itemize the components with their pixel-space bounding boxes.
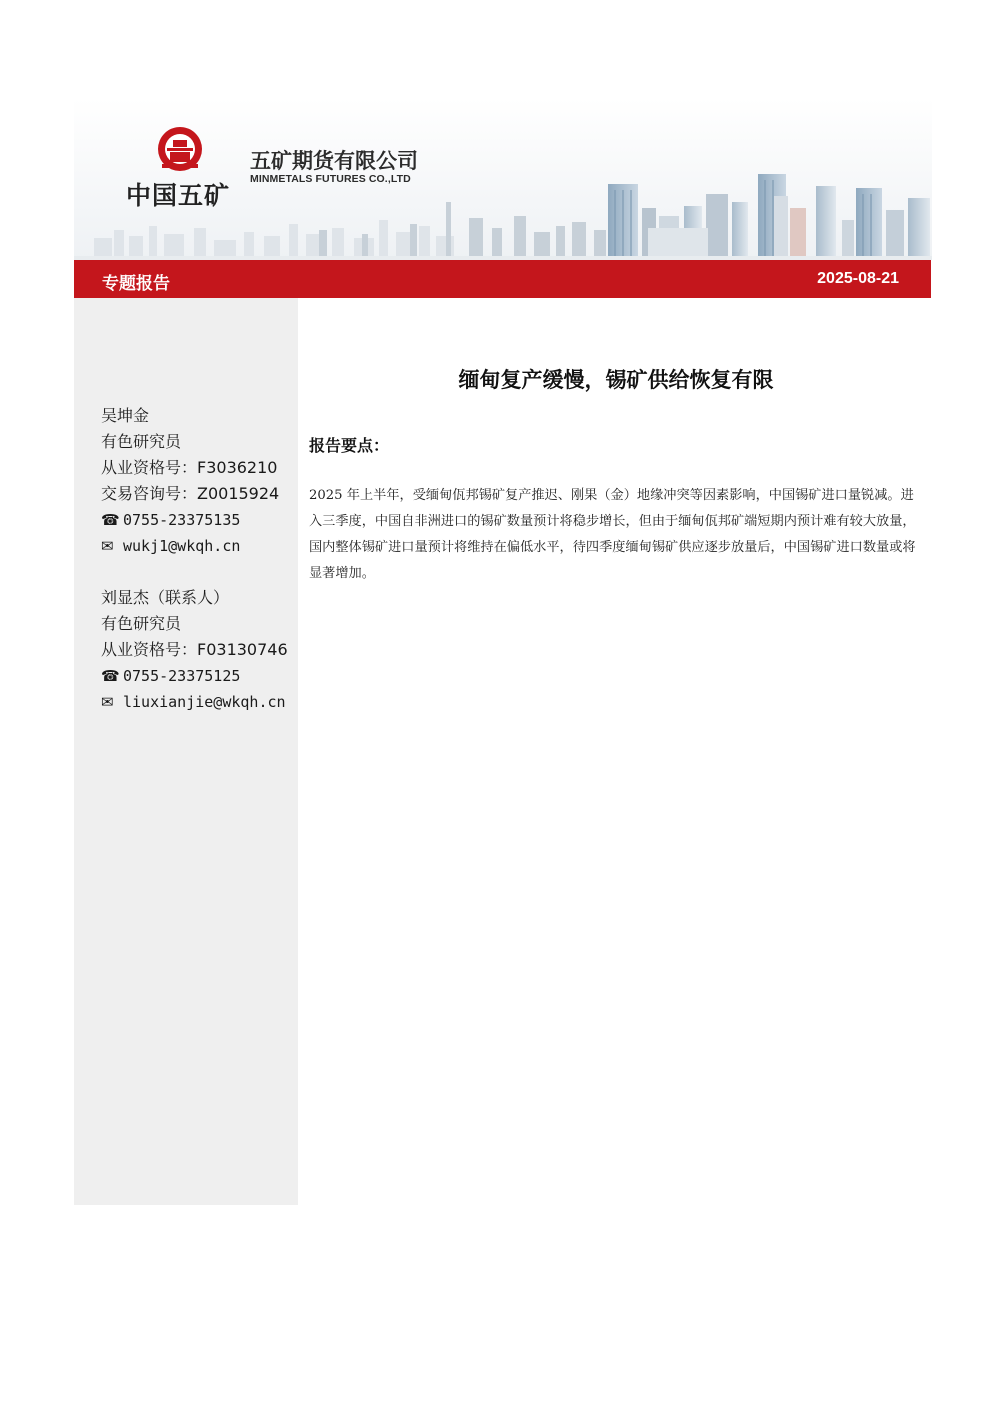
author-advisory-number: 交易咨询号：Z0015924 (101, 484, 280, 503)
report-date: 2025-08-21 (817, 270, 899, 287)
author-qualification: 从业资格号：F3036210 (101, 458, 278, 477)
author-card (101, 403, 279, 559)
author-email-row (101, 533, 279, 559)
author-phone: 0755-23375135 (123, 511, 241, 529)
report-header (74, 98, 932, 260)
author-sidebar (74, 298, 298, 1205)
company-logo-emblem (156, 126, 204, 172)
author-name: 刘显杰（联系人） (101, 588, 230, 607)
author-card (101, 585, 288, 715)
summary-paragraph: 2025 年上半年，受缅甸佤邦锡矿复产推迟、刚果（金）地缘冲突等因素影响，中国锡矿进口量锐减。进入三季度，中国自非洲进口的锡矿数量预计将稳步增长，但由于缅甸佤邦矿端短期内预计难有较大放量，国内整体锡矿进口量预计将维持在偏低水平，待四季度缅甸锡矿供应逐步放量后，中国锡矿进口数量或将显著增加。 (309, 488, 916, 581)
summary-heading: 报告要点： (309, 436, 390, 455)
company-name-cn: 五矿期货有限公司 (250, 149, 418, 173)
author-name: 吴坤金 (101, 406, 150, 425)
phone-icon: ☎ (101, 511, 120, 529)
author-phone-row (101, 507, 279, 533)
author-email[interactable]: liuxianjie@wkqh.cn (123, 693, 286, 711)
author-email[interactable]: wukj1@wkqh.cn (123, 537, 241, 555)
envelope-icon: ✉ (101, 693, 114, 711)
phone-icon: ☎ (101, 667, 120, 685)
report-type-bar (74, 260, 931, 298)
report-title: 缅甸复产缓慢，锡矿供给恢复有限 (458, 368, 774, 392)
author-phone-row (101, 663, 288, 689)
author-qualification: 从业资格号：F03130746 (101, 640, 288, 659)
company-name-en: MINMETALS FUTURES CO.,LTD (250, 173, 411, 185)
logo-wordmark: 中国五矿 (126, 181, 231, 210)
envelope-icon: ✉ (101, 537, 114, 555)
author-email-row (101, 689, 288, 715)
author-role: 有色研究员 (101, 614, 182, 633)
report-type-label: 专题报告 (102, 274, 170, 294)
author-phone: 0755-23375125 (123, 667, 241, 685)
author-role: 有色研究员 (101, 432, 182, 451)
